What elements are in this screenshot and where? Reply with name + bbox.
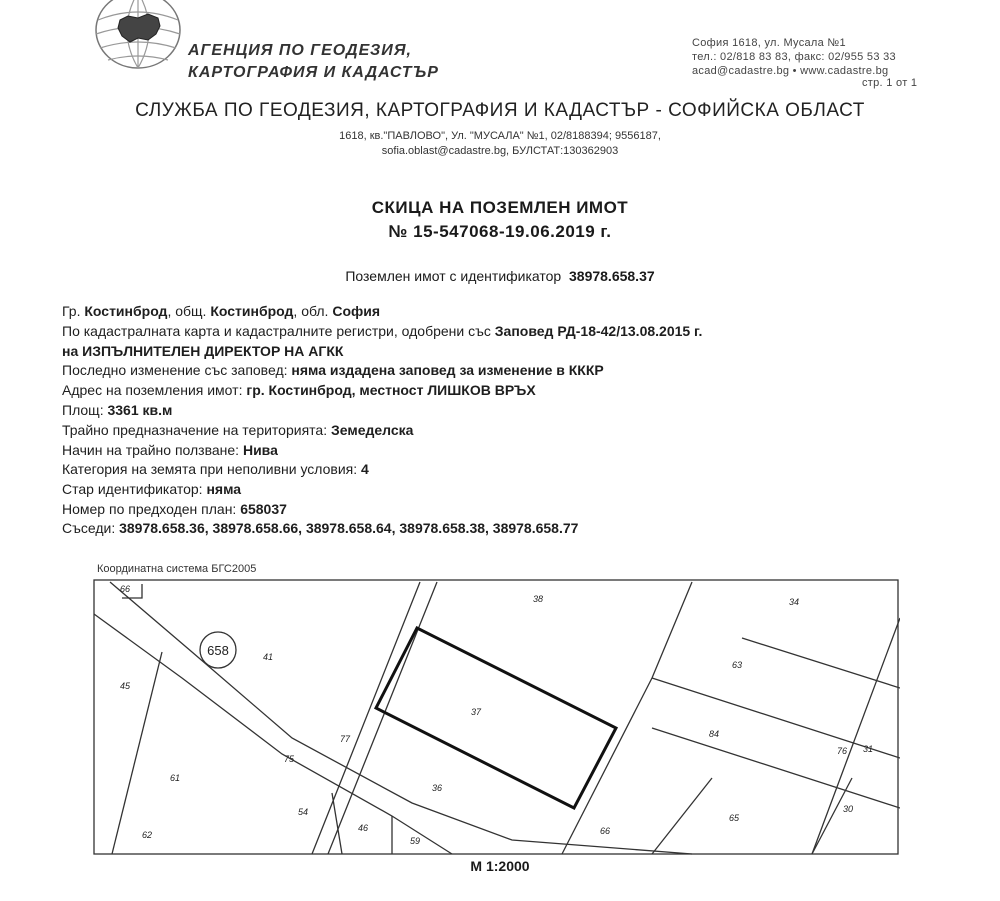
contact-address: София 1618, ул. Мусала №1 bbox=[692, 37, 846, 49]
category-label: Категория на земята при неполивни условия: bbox=[62, 461, 358, 477]
parcel-label: 84 bbox=[709, 729, 720, 739]
purpose-label: Трайно предназначение на територията: bbox=[62, 422, 328, 438]
parcel-label: 76 bbox=[837, 746, 848, 756]
municipality-value: Костинброд bbox=[210, 303, 294, 319]
parcel-label: 37 bbox=[471, 707, 482, 717]
prev-plan-value: 658037 bbox=[240, 501, 287, 517]
document-number: № 15-547068-19.06.2019 г. bbox=[388, 222, 612, 241]
approval-value: Заповед РД-18-42/13.08.2015 г. bbox=[494, 323, 703, 339]
contact-phone: тел.: 02/818 83 83, факс: 02/955 53 33 bbox=[692, 51, 896, 63]
agency-name-line-2: КАРТОГРАФИЯ И КАДАСТЪР bbox=[188, 64, 439, 81]
town-label: Гр. bbox=[62, 303, 81, 319]
boundary-line bbox=[328, 582, 437, 854]
page-indicator: стр. 1 от 1 bbox=[862, 77, 918, 89]
parcel-label: 62 bbox=[142, 830, 153, 840]
parcel-label: 66 bbox=[600, 826, 611, 836]
area-label: Площ: bbox=[62, 402, 104, 418]
region-value: София bbox=[332, 303, 381, 319]
service-address: 1618, кв."ПАВЛОВО", Ул. "МУСАЛА" №1, 02/8188394; 9556187, bbox=[339, 130, 661, 142]
map-frame bbox=[94, 580, 898, 854]
contact-web: acad@cadastre.bg • www.cadastre.bg bbox=[692, 65, 889, 77]
document-title: СКИЦА НА ПОЗЕМЛЕН ИМОТ bbox=[371, 198, 629, 217]
cadastral-map bbox=[92, 578, 900, 856]
location-line bbox=[62, 303, 380, 319]
last-change-value: няма издадена заповед за изменение в КККР bbox=[291, 362, 604, 378]
neighbors-line bbox=[62, 520, 578, 536]
identifier-line bbox=[0, 268, 1000, 284]
area-value: 3361 кв.м bbox=[107, 402, 173, 418]
approval-label: По кадастралната карта и кадастралните регистри, одобрени със bbox=[62, 323, 491, 339]
approval-by: на ИЗПЪЛНИТЕЛЕН ДИРЕКТОР НА АГКК bbox=[62, 343, 344, 359]
parcel-label: 54 bbox=[298, 807, 309, 817]
address-line bbox=[62, 382, 536, 398]
identifier-label: Поземлен имот с идентификатор bbox=[345, 268, 562, 284]
old-id-line bbox=[62, 481, 241, 497]
usage-label: Начин на трайно ползване: bbox=[62, 442, 240, 458]
parcel-label: 30 bbox=[843, 804, 854, 814]
usage-value: Нива bbox=[242, 442, 278, 458]
purpose-line bbox=[62, 422, 413, 438]
road-edge-upper bbox=[110, 582, 692, 854]
parcel-label: 65 bbox=[729, 813, 740, 823]
town-value: Костинброд bbox=[84, 303, 168, 319]
neighbors-label: Съседи: bbox=[62, 520, 116, 536]
area-line bbox=[62, 402, 172, 418]
service-email: sofia.oblast@cadastre.bg, БУЛСТАТ:130362903 bbox=[381, 145, 619, 157]
map-scale: M 1:2000 bbox=[470, 858, 530, 874]
parcel-label: 34 bbox=[789, 597, 800, 607]
parcel-label: 63 bbox=[732, 660, 743, 670]
approval-line bbox=[62, 323, 702, 339]
parcel-label: 66 bbox=[120, 584, 131, 594]
parcel-label: 31 bbox=[863, 744, 874, 754]
approval-by-line bbox=[62, 343, 343, 359]
parcel-label: 41 bbox=[263, 652, 274, 662]
region-label: , обл. bbox=[293, 303, 329, 319]
old-id-label: Стар идентификатор: bbox=[62, 481, 203, 497]
address-value: гр. Костинброд, местност ЛИШКОВ ВРЪХ bbox=[246, 382, 536, 398]
parcel-label: 38 bbox=[533, 594, 544, 604]
prev-plan-line bbox=[62, 501, 287, 517]
address-label: Адрес на поземления имот: bbox=[62, 382, 243, 398]
category-line bbox=[62, 461, 369, 477]
municipality-label: , общ. bbox=[167, 303, 207, 319]
parcel-label: 46 bbox=[358, 823, 369, 833]
category-value: 4 bbox=[361, 461, 369, 477]
last-change-line bbox=[62, 362, 604, 378]
parcel-label: 77 bbox=[340, 734, 351, 744]
purpose-value: Земеделска bbox=[330, 422, 414, 438]
prev-plan-label: Номер по предходен план: bbox=[62, 501, 237, 517]
identifier-value: 38978.658.37 bbox=[569, 268, 655, 284]
agency-name-line-1: АГЕНЦИЯ ПО ГЕОДЕЗИЯ, bbox=[188, 42, 412, 59]
last-change-label: Последно изменение със заповед: bbox=[62, 362, 288, 378]
coordinate-system: Координатна система БГС2005 bbox=[97, 563, 257, 575]
block-number: 658 bbox=[207, 643, 229, 658]
neighbors-value: 38978.658.36, 38978.658.66, 38978.658.64, 38978.658.38, 38978.658.77 bbox=[119, 520, 579, 536]
parcel-label: 36 bbox=[432, 783, 443, 793]
old-id-value: няма bbox=[206, 481, 242, 497]
road-edge-lower bbox=[94, 614, 452, 854]
parcel-label: 59 bbox=[410, 836, 421, 846]
usage-line bbox=[62, 442, 278, 458]
service-name: СЛУЖБА ПО ГЕОДЕЗИЯ, КАРТОГРАФИЯ И КАДАСТЪР - СОФИЙСКА ОБЛАСТ bbox=[135, 100, 865, 121]
agency-logo bbox=[86, 0, 186, 70]
parcel-label: 45 bbox=[120, 681, 131, 691]
parcel-label: 61 bbox=[170, 773, 181, 783]
parcel-37-outline bbox=[376, 628, 616, 808]
parcel-label: 75 bbox=[284, 754, 295, 764]
